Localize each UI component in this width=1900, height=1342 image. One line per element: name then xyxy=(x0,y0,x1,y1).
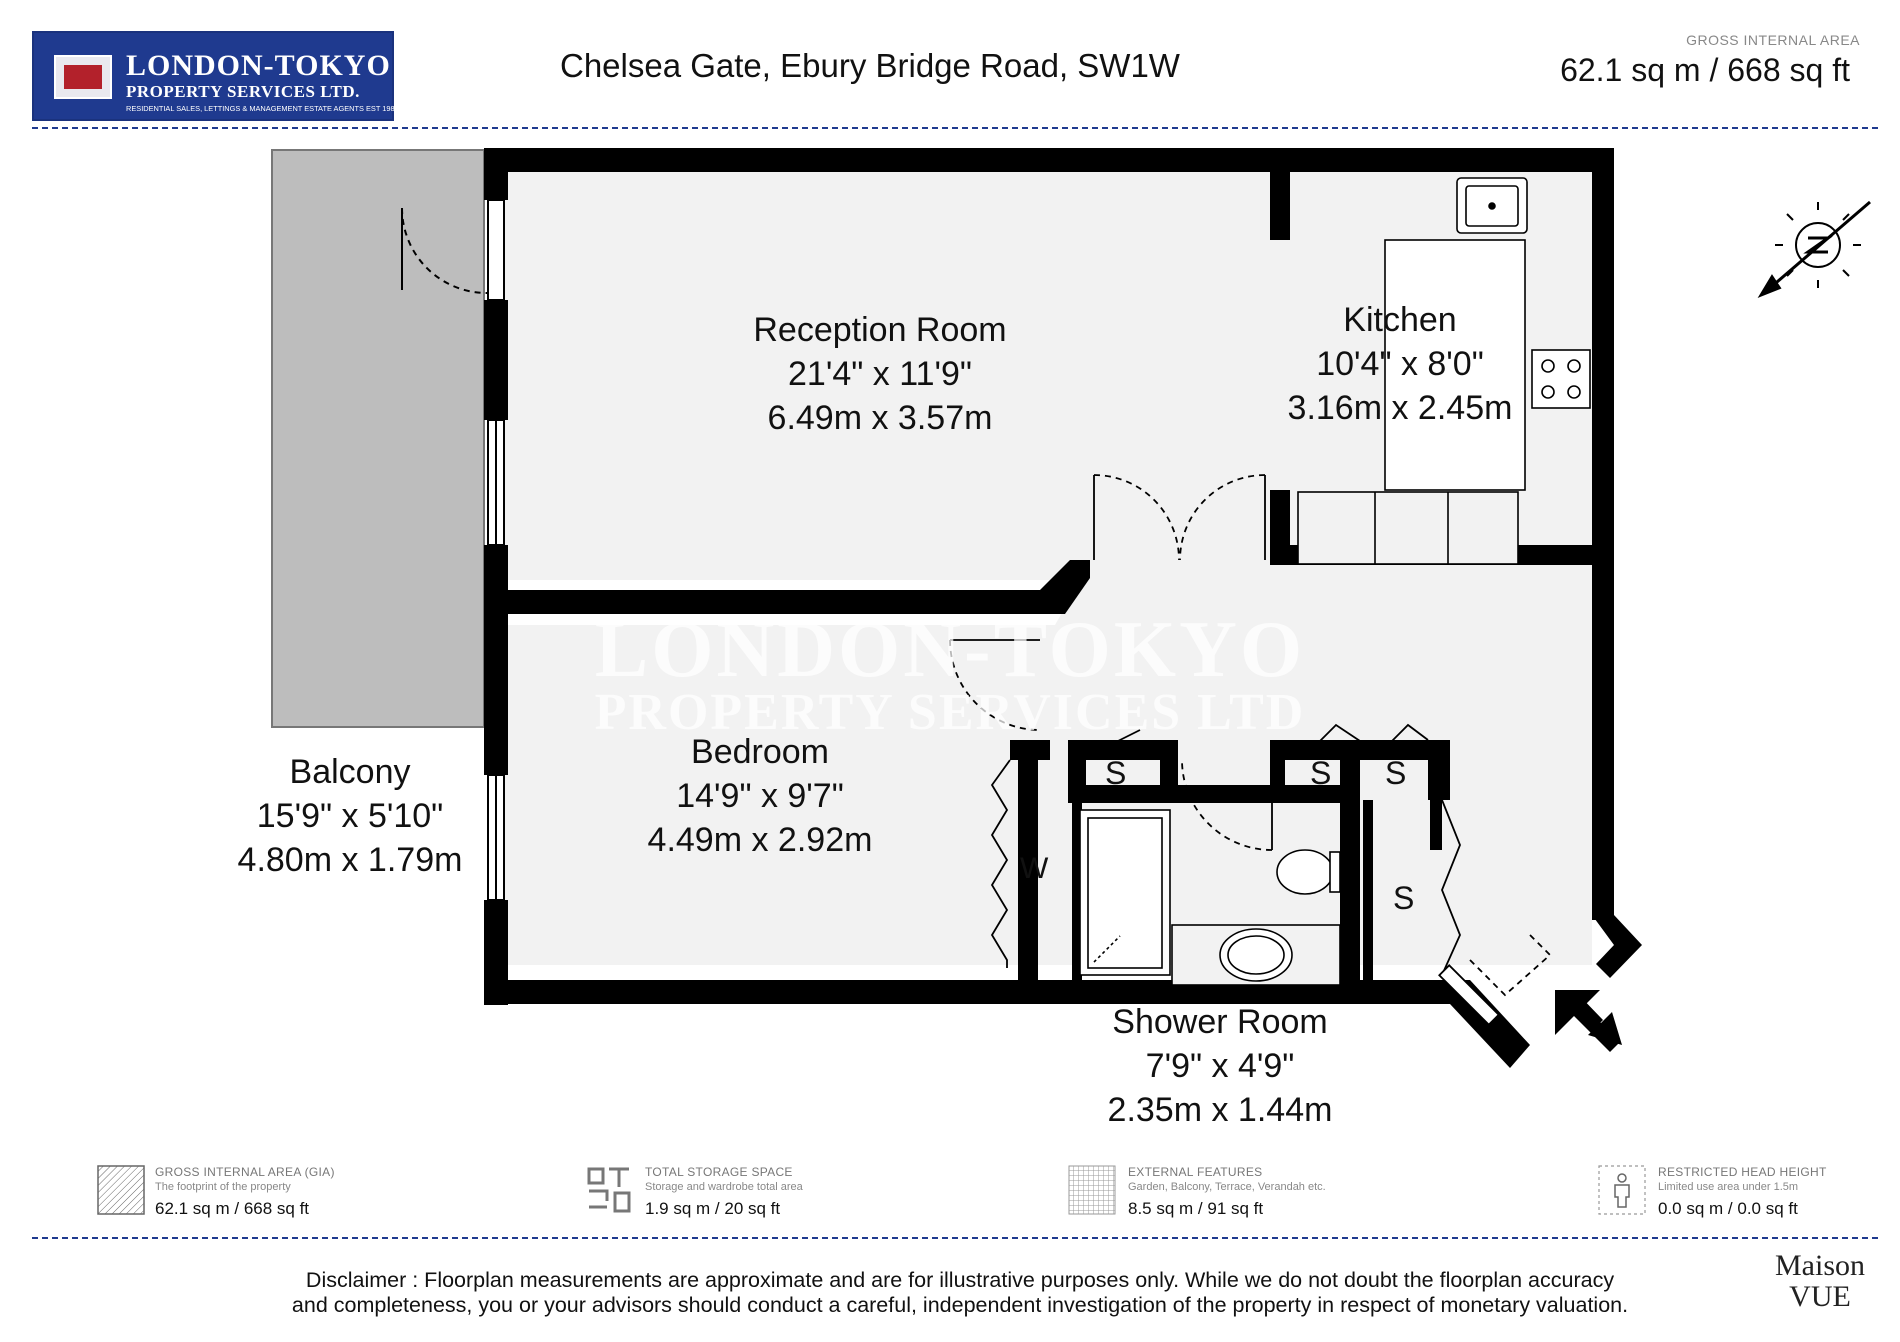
room-label-kitchen xyxy=(1270,298,1530,430)
wardrobe-mark: W xyxy=(1020,852,1049,885)
legend-desc: The footprint of the property xyxy=(155,1181,291,1193)
room-imperial: 14'9" x 9'7" xyxy=(676,777,844,815)
legend-value: 0.0 sq m / 0.0 sq ft xyxy=(1658,1199,1798,1218)
brand-line1: Maison xyxy=(1775,1249,1865,1282)
footer-divider xyxy=(32,1237,1878,1239)
room-imperial: 10'4" x 8'0" xyxy=(1316,345,1484,383)
room-name: Shower Room xyxy=(1112,1003,1328,1041)
watermark-line1: LONDON-TOKYO xyxy=(594,606,1306,694)
north-compass-icon xyxy=(1760,202,1870,296)
external-legend-icon xyxy=(1068,1165,1116,1215)
room-label-reception xyxy=(690,308,1070,440)
storage-mark: S xyxy=(1310,755,1332,791)
legend-title: EXTERNAL FEATURES xyxy=(1128,1165,1263,1179)
disclaimer xyxy=(160,1268,1760,1318)
room-imperial: 15'9" x 5'10" xyxy=(256,797,444,835)
room-metric: 4.49m x 2.92m xyxy=(647,821,873,859)
storage-legend-icon xyxy=(585,1165,633,1215)
room-name: Bedroom xyxy=(691,733,829,771)
legend-desc: Storage and wardrobe total area xyxy=(645,1181,803,1193)
room-imperial: 21'4" x 11'9" xyxy=(788,355,972,393)
legend-value: 62.1 sq m / 668 sq ft xyxy=(155,1199,310,1218)
room-metric: 6.49m x 3.57m xyxy=(767,399,993,437)
legend-title: RESTRICTED HEAD HEIGHT xyxy=(1658,1165,1827,1179)
room-imperial: 7'9" x 4'9" xyxy=(1145,1047,1295,1085)
disclaimer-line1: Disclaimer : Floorplan measurements are approximate and are for illustrative purposes only. While we do not doubt the floorplan accuracy xyxy=(305,1268,1615,1292)
balcony-floor xyxy=(272,150,484,727)
toilet-icon xyxy=(1277,850,1333,894)
room-label-balcony xyxy=(210,750,490,882)
brand-line2: VUE xyxy=(1789,1280,1851,1313)
head-height-legend-icon xyxy=(1598,1165,1646,1215)
shower-tray-icon xyxy=(1080,810,1170,975)
entrance-arrow-icon xyxy=(1555,990,1622,1052)
maison-vue-logo xyxy=(1760,1250,1880,1312)
legend-desc: Garden, Balcony, Terrace, Verandah etc. xyxy=(1128,1181,1326,1193)
storage-mark: S xyxy=(1393,880,1415,916)
gross-area-value: 62.1 sq m / 668 sq ft xyxy=(1560,52,1850,88)
room-metric: 2.35m x 1.44m xyxy=(1107,1091,1333,1129)
room-label-bedroom xyxy=(620,730,900,862)
room-metric: 4.80m x 1.79m xyxy=(237,841,463,879)
room-label-shower xyxy=(1080,1000,1360,1132)
kitchen-units xyxy=(1298,492,1518,564)
room-name: Reception Room xyxy=(753,311,1007,349)
logo-tagline: RESIDENTIAL SALES, LETTINGS & MANAGEMENT ESTATE AGENTS EST 1987 xyxy=(126,104,399,113)
storage-mark: S xyxy=(1105,755,1127,791)
logo-name: LONDON-TOKYO xyxy=(126,49,391,82)
logo-subtitle: PROPERTY SERVICES LTD. xyxy=(126,82,360,101)
room-metric: 3.16m x 2.45m xyxy=(1287,389,1513,427)
gross-area-label: GROSS INTERNAL AREA xyxy=(1686,32,1860,48)
watermark-line2: PROPERTY SERVICES LTD xyxy=(594,684,1306,741)
legend-value: 8.5 sq m / 91 sq ft xyxy=(1128,1199,1264,1218)
gia-legend-icon xyxy=(97,1165,145,1215)
legend-desc: Limited use area under 1.5m xyxy=(1658,1181,1799,1193)
disclaimer-line2: and completeness, you or your advisors should conduct a careful, independent investigation of the property in respect of monetary valuation. xyxy=(291,1293,1629,1317)
room-name: Kitchen xyxy=(1343,301,1457,339)
legend-title: GROSS INTERNAL AREA (GIA) xyxy=(155,1165,335,1179)
hob-icon xyxy=(1532,350,1590,408)
room-name: Balcony xyxy=(289,753,411,791)
storage-mark: S xyxy=(1385,755,1407,791)
legend-value: 1.9 sq m / 20 sq ft xyxy=(645,1199,781,1218)
property-address: Chelsea Gate, Ebury Bridge Road, SW1W xyxy=(560,47,1180,84)
legend-title: TOTAL STORAGE SPACE xyxy=(645,1165,793,1179)
